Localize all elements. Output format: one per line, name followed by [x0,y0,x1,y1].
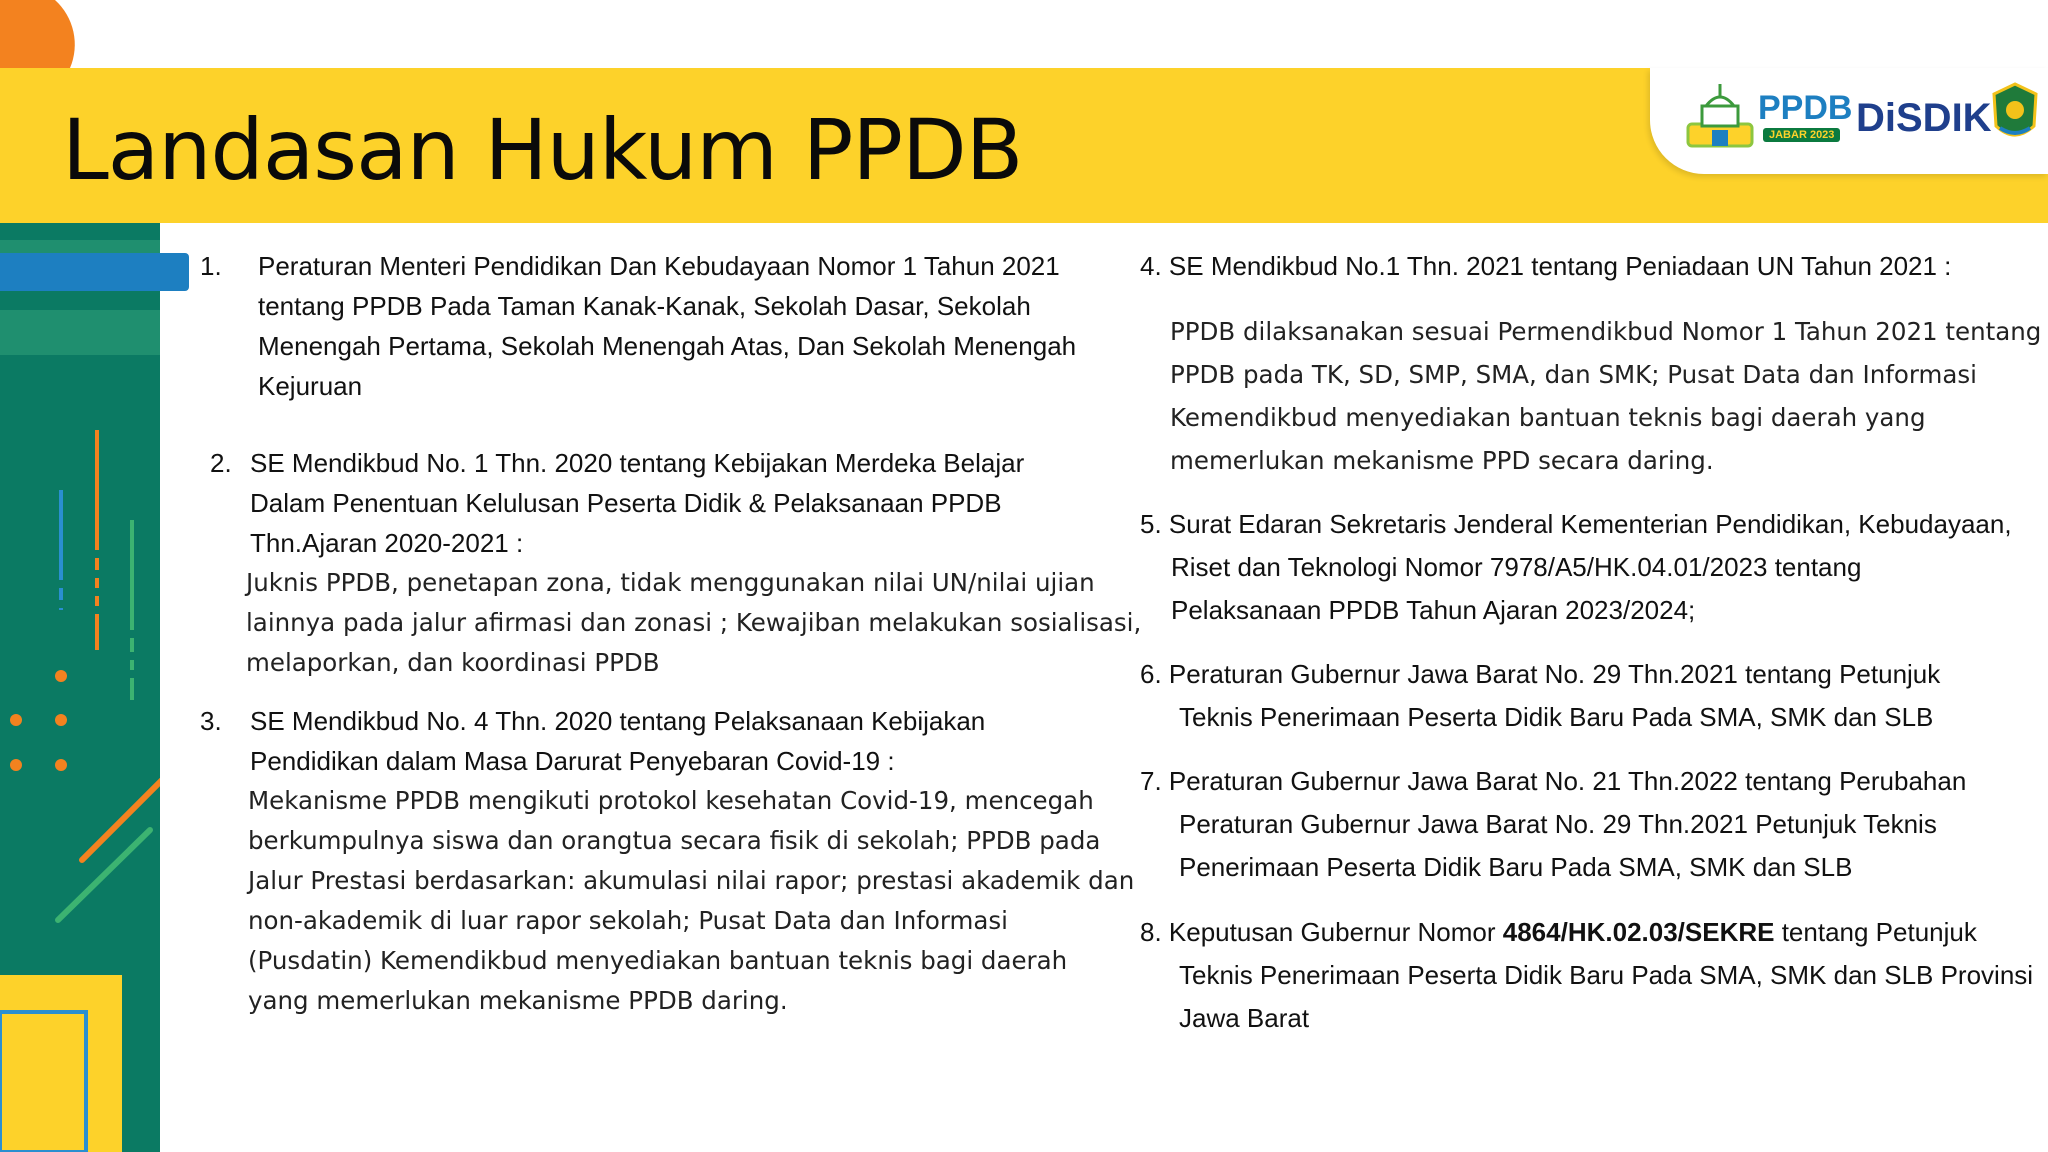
item-heading-line: Peraturan Menteri Pendidikan Dan Kebudayaan Nomor 1 Tahun 2021 [258,251,1060,281]
blue-accent-bar [0,253,189,291]
item-number: 3. [200,706,222,736]
list-item-7 [1140,760,1966,889]
item-heading-line: Teknis Penerimaan Peserta Didik Baru Pada SMA, SMK dan SLB [1179,702,1934,732]
item-heading-line: Pelaksanaan PPDB Tahun Ajaran 2023/2024; [1171,595,1696,625]
item-heading-line: Pendidikan dalam Masa Darurat Penyebaran Covid-19 : [250,746,895,776]
item-body-line: PPDB pada TK, SD, SMP, SMA, dan SMK; Pusat Data dan Informasi [1170,360,1977,389]
item-heading-line: 5. Surat Edaran Sekretaris Jenderal Kementerian Pendidikan, Kebudayaan, [1140,509,2012,539]
ppdb-logo-badge: JABAR 2023 [1763,128,1840,142]
item-heading-line: Penerimaan Peserta Didik Baru Pada SMA, SMK dan SLB [1179,852,1853,882]
item-body-line: Jalur Prestasi berdasarkan: akumulasi nilai rapor; prestasi akademik dan [248,866,1135,895]
item-heading-line: 4. SE Mendikbud No.1 Thn. 2021 tentang Peniadaan UN Tahun 2021 : [1140,251,1952,281]
item-heading-line: SE Mendikbud No. 1 Thn. 2020 tentang Kebijakan Merdeka Belajar [250,448,1025,478]
item-heading-line: Peraturan Gubernur Jawa Barat No. 29 Thn.2021 Petunjuk Teknis [1179,809,1937,839]
list-item-6 [1140,653,1940,739]
item-heading-line: SE Mendikbud No. 4 Thn. 2020 tentang Pelaksanaan Kebijakan [250,706,986,736]
item-body-line: Mekanisme PPDB mengikuti protokol kesehatan Covid-19, mencegah [248,786,1094,815]
item-body-line: Juknis PPDB, penetapan zona, tidak menggunakan nilai UN/nilai ujian [246,568,1095,597]
item-body-line: non-akademik di luar rapor sekolah; Pusat Data dan Informasi [248,906,1008,935]
item-number: 1. [200,251,222,281]
logo-panel [1650,68,2048,174]
item-body-line: (Pusdatin) Kemendikbud menyediakan bantuan teknis bagi daerah [248,946,1068,975]
item-4-body [1170,310,2041,482]
item-body-line: yang memerlukan mekanisme PPDB daring. [248,986,788,1015]
item-heading-line: Thn.Ajaran 2020-2021 : [250,528,524,558]
item-heading-line: 7. Peraturan Gubernur Jawa Barat No. 21 Thn.2022 tentang Perubahan [1140,766,1967,796]
disdik-logo-text: DiSDIK [1856,96,1992,140]
item-heading-line: Jawa Barat [1179,1003,1310,1033]
item-number: 2. [210,448,232,478]
item-body-line: PPDB dilaksanakan sesuai Permendikbud Nomor 1 Tahun 2021 tentang [1170,317,2042,346]
item-body-line: Kemendikbud menyediakan bantuan teknis bagi daerah yang [1170,403,1926,432]
west-java-emblem-icon [1990,82,2040,148]
page-title: Landasan Hukum PPDB [62,101,1023,199]
item-heading-line: Kejuruan [258,371,363,401]
item-heading-line: tentang PPDB Pada Taman Kanak-Kanak, Sekolah Dasar, Sekolah [258,291,1031,321]
item-8-prefix: 8. Keputusan Gubernur Nomor [1140,917,1503,947]
item-heading-line: Dalam Penentuan Kelulusan Peserta Didik & Pelaksanaan PPDB [250,488,1002,518]
item-heading-line: Menengah Pertama, Sekolah Menengah Atas, Dan Sekolah Menengah [258,331,1077,361]
item-8-suffix: tentang Petunjuk [1774,917,1977,947]
item-body-line: lainnya pada jalur afirmasi dan zonasi ; Kewajiban melakukan sosialisasi, [246,608,1142,637]
item-heading-line: 6. Peraturan Gubernur Jawa Barat No. 29 Thn.2021 tentang Petunjuk [1140,659,1941,689]
item-body-line: memerlukan mekanisme PPD secara daring. [1170,446,1714,475]
ppdb-logo-text: PPDB [1758,89,1853,127]
item-body-line: berkumpulnya siswa dan orangtua secara fisik di sekolah; PPDB pada [248,826,1101,855]
list-item-8 [1140,911,2033,1040]
list-item-4 [1140,246,1951,286]
decree-number: 4864/HK.02.03/SEKRE [1502,917,1775,947]
item-heading-line [1140,911,2033,954]
item-body-line: melaporkan, dan koordinasi PPDB [246,648,660,677]
gedung-sate-icon [1684,84,1756,150]
item-heading-line: Teknis Penerimaan Peserta Didik Baru Pada SMA, SMK dan SLB Provinsi [1179,960,2034,990]
list-item-5 [1140,503,2012,632]
item-heading-line: Riset dan Teknologi Nomor 7978/A5/HK.04.01/2023 tentang [1171,552,1862,582]
